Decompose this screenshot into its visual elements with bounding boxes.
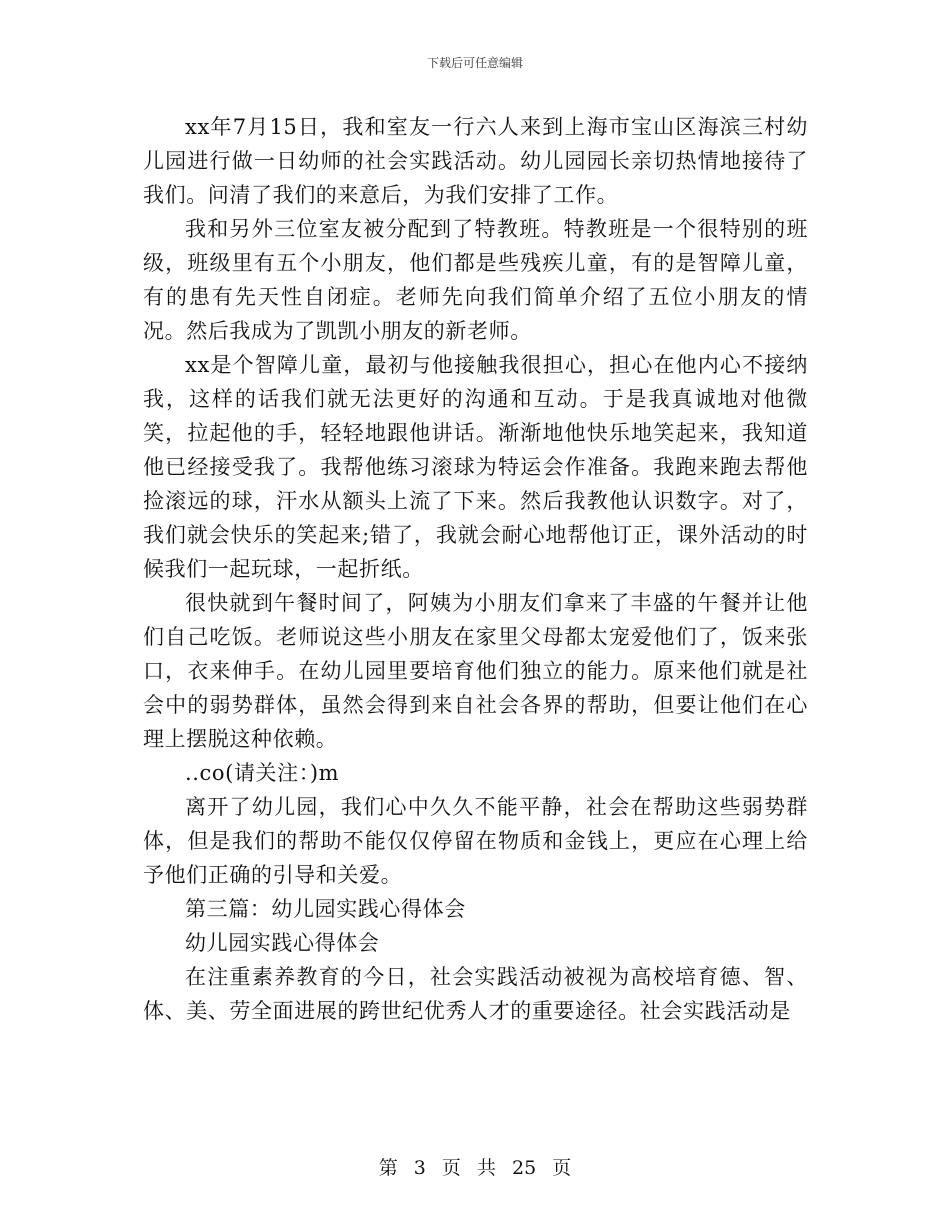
paragraph-special-class: 我和另外三位室友被分配到了特教班。特教班是一个很特别的班级，班级里有五个小朋友，他们都是些残疾儿童，有的是智障儿童，有的患有先天性自闭症。老师先向我们简单介绍了五位小朋友的情况。然后我成为了凯凯小朋友的新老师。 — [143, 217, 808, 343]
document-body — [143, 110, 808, 1028]
page-number: 第 3 页 共 25 页 — [378, 1157, 572, 1179]
paragraph-leaving: 离开了幼儿园，我们心中久久不能平静，社会在帮助这些弱势群体，但是我们的帮助不能仅仅停留在物质和金钱上，更应在心理上给予他们正确的引导和关爱。 — [143, 795, 808, 887]
paragraph-practice-intro: xx年7月15日，我和室友一行六人来到上海市宝山区海滨三村幼儿园进行做一日幼师的社会实践活动。幼儿园园长亲切热情地接待了我们。问清了我们的来意后，为我们安排了工作。 — [143, 115, 808, 207]
paragraph-watermark-note: ..co(请关注：)m — [185, 761, 340, 785]
section-title: 幼儿园实践心得体会 — [185, 931, 380, 955]
paragraph-quality-education: 在注重素养教育的今日，社会实践活动被视为高校培育德、智、体、美、劳全面进展的跨世纪优秀人才的重要途径。社会实践活动是 — [143, 965, 808, 1023]
paragraph-lunch: 很快就到午餐时间了，阿姨为小朋友们拿来了丰盛的午餐并让他们自己吃饭。老师说这些小朋友在家里父母都太宠爱他们了，饭来张口，衣来伸手。在幼儿园里要培育他们独立的能力。原来他们就是社会中的弱势群体，虽然会得到来自社会各界的帮助，但要让他们在心理上摆脱这种依赖。 — [143, 591, 808, 751]
page-header: 下载后可任意编辑 — [426, 56, 523, 70]
section-heading: 第三篇：幼儿园实践心得体会 — [185, 897, 466, 921]
paragraph-kaikai: xx是个智障儿童，最初与他接触我很担心，担心在他内心不接纳我，这样的话我们就无法更好的沟通和互动。于是我真诚地对他微笑，拉起他的手，轻轻地跟他讲话。渐渐地他快乐地笑起来，我知道他已经接受我了。我帮他练习滚球为特运会作准备。我跑来跑去帮他捡滚远的球，汗水从额头上流了下来。然后我教他认识数字。对了，我们就会快乐的笑起来;错了，我就会耐心地帮他订正，课外活动的时候我们一起玩球，一起折纸。 — [143, 353, 808, 581]
